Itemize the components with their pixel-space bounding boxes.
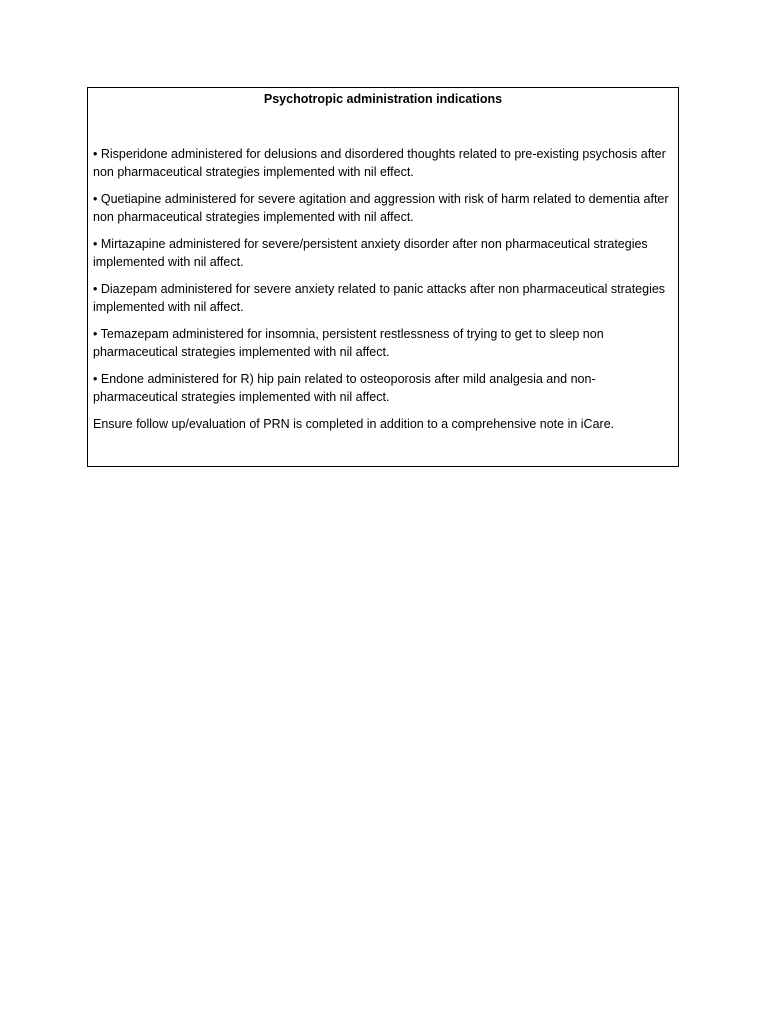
list-item-risperidone: [93, 146, 673, 181]
item-text: Diazepam administered for severe anxiety related to panic attacks after non pharmaceutical strategies implemented with nil affect.: [93, 282, 666, 314]
bullet-icon: •: [93, 327, 98, 341]
list-item-temazepam: [93, 326, 673, 361]
closing-note: Ensure follow up/evaluation of PRN is completed in addition to a comprehensive note in iCare.: [93, 417, 615, 431]
bullet-icon: •: [93, 372, 98, 386]
item-text: Endone administered for R) hip pain related to osteoporosis after mild analgesia and non-pharmaceutical strategies implemented with nil affect.: [93, 372, 596, 404]
list-item-endone: [93, 371, 673, 406]
list-item-diazepam: [93, 281, 673, 316]
item-text: Temazepam administered for insomnia, persistent restlessness of trying to get to sleep non pharmaceutical strategies implemented with nil affect.: [93, 327, 604, 359]
bullet-icon: •: [93, 237, 98, 251]
indications-list: [93, 146, 673, 406]
item-text: Risperidone administered for delusions and disordered thoughts related to pre-existing psychosis after non pharmaceutical strategies implemented with nil effect.: [93, 147, 666, 179]
bullet-icon: •: [93, 147, 98, 161]
list-item-mirtazapine: [93, 236, 673, 271]
indications-box: [87, 87, 679, 467]
list-item-quetiapine: [93, 191, 673, 226]
bullet-icon: •: [93, 282, 98, 296]
item-text: Mirtazapine administered for severe/persistent anxiety disorder after non pharmaceutical strategies implemented with nil affect.: [93, 237, 648, 269]
document-title: Psychotropic administration indications: [263, 92, 503, 106]
bullet-icon: •: [93, 192, 98, 206]
item-text: Quetiapine administered for severe agitation and aggression with risk of harm related to dementia after non pharmaceutical strategies implemented with nil affect.: [93, 192, 669, 224]
